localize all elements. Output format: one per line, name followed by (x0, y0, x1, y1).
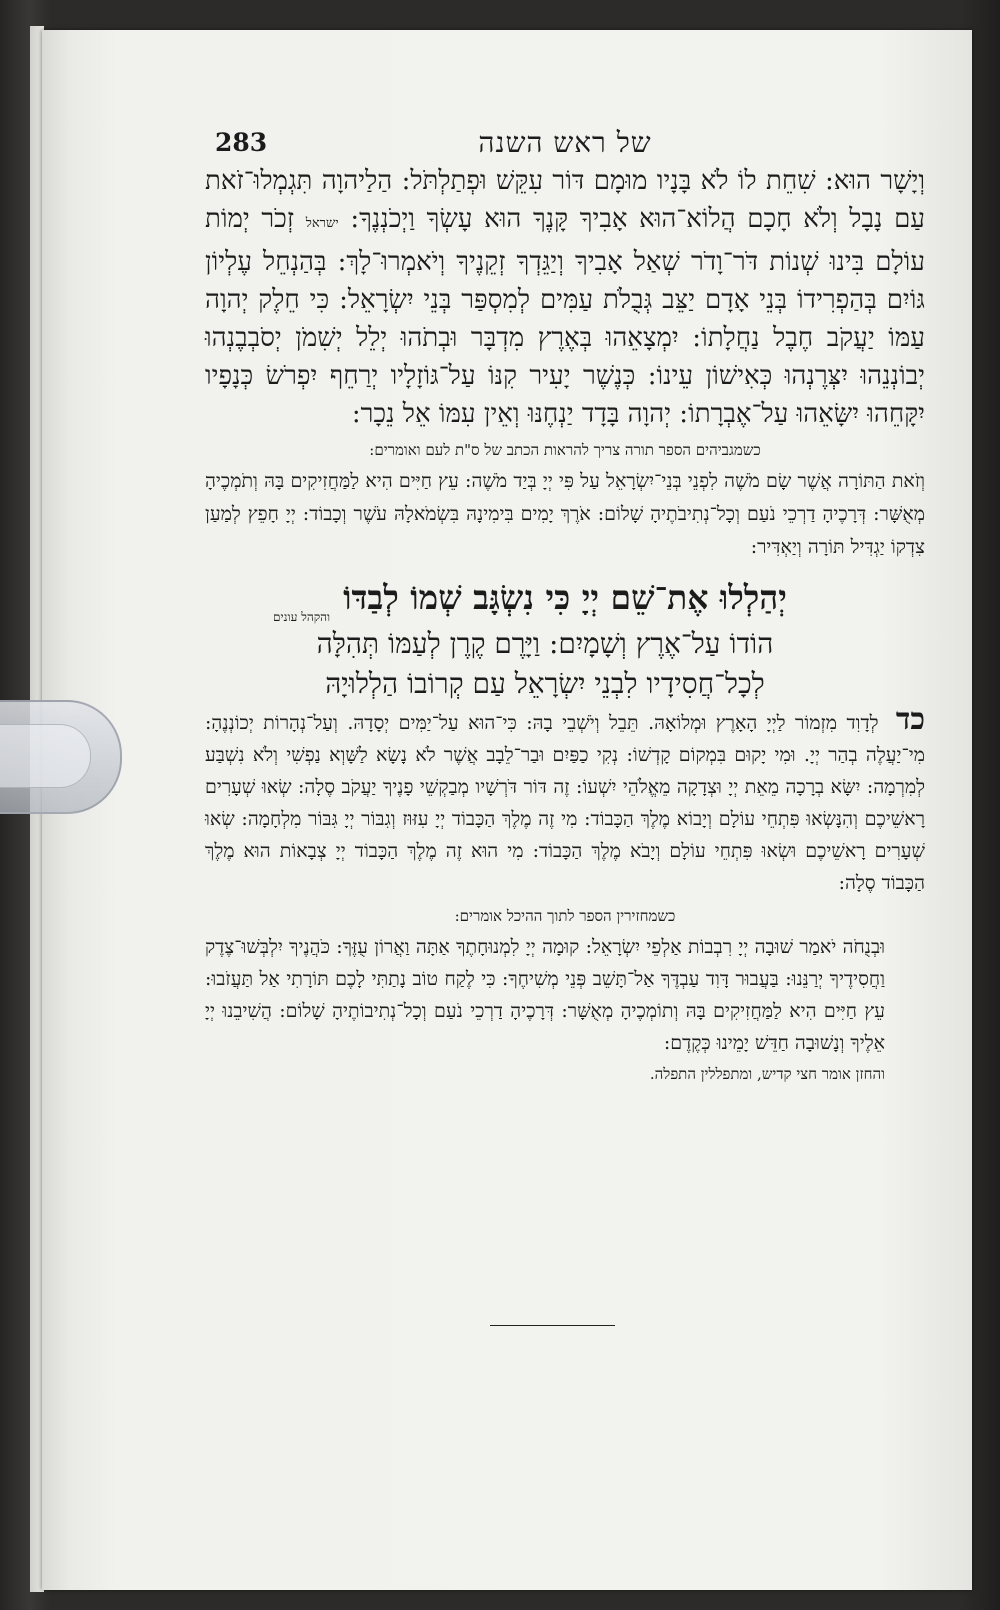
haazinu-passage (205, 162, 925, 433)
response-note: והקהל עונים (273, 610, 331, 624)
return-torah-instruction: כשמחזירין הספר לתוך ההיכל אומרים: (454, 907, 676, 925)
page-clip-loop (0, 724, 91, 788)
running-title: של ראש השנה (478, 126, 652, 159)
haazinu-text-b: זְכֹר יְמוֹת עוֹלָם בִּינוּ שְׁנוֹת דֹּר־וָדֹר שְׁאַל אָבִיךָ וְיַגֵּדְךָ זְקֵנֶיךָ וְיֹאמְרוּ־לָךְ: בְּהַנְחֵל עֶלְיוֹן גּוֹיִם בְּהַפְרִידוֹ בְּנֵי אָדָם יַצֵּב גְּבֻלֹת עַמִּים לְמִסְפַּר בְּנֵי יִשְׂרָאֵל: כִּי חֵלֶק יְהוָה עַמּוֹ יַעֲקֹב חֶבֶל נַחֲלָתוֹ: יִמְצָאֵהוּ בְּאֶרֶץ מִדְבָּר וּבְתֹהוּ יְלֵל יְשִׁמֹן יְסֹבְבֶנְהוּ יְבוֹנְנֵהוּ יִצְּרֶנְהוּ כְּאִישׁוֹן עֵינוֹ: כְּנֶשֶׁר יָעִיר קִנּוֹ עַל־גּוֹזָלָיו יְרַחֵף יִפְרֹשׂ כְּנָפָיו יִקָּחֵהוּ יִשָּׂאֵהוּ עַל־אֶבְרָתוֹ: יְהוָה בָּדָד יַנְחֶנּוּ וְאֵין עִמּוֹ אֵל נֵכָר: (205, 204, 925, 429)
closing-instruction: והחזן אומר חצי קדיש, ומתפללין התפלה. (649, 1065, 885, 1083)
end-rule (490, 1325, 615, 1326)
page-number: 283 (215, 128, 268, 157)
response-line-2: לְכָל־חֲסִידָיו לִבְנֵי יִשְׂרָאֵל עַם קְרוֹבוֹ הַלְלוּיָהּ (325, 667, 765, 700)
hagbaha-instruction: כשמגביהים הספר תורה צריך להראות הכתב של ס"ת לעם ואומרים: (369, 441, 761, 459)
yehallelu-line: יְהַלְלוּ אֶת־שֵׁם יְיָ כִּי נִשְׂגָּב שְׁמוֹ לְבַדּוֹ (343, 578, 787, 617)
psalm-text: לְדָוִד מִזְמוֹר לַיְיָ הָאָרֶץ וּמְלוֹאָהּ. תֵּבֵל וְיֹשְׁבֵי בָהּ: כִּי־הוּא עַל־יַמִּים יְסָדָהּ. וְעַל־נְהָרוֹת יְכוֹנְנֶהָ: מִי־יַעֲלֶה בְהַר יְיָ. וּמִי יָקוּם בִּמְקוֹם קָדְשׁוֹ: נְקִי כַפַּיִם וּבַר־לֵבָב אֲשֶׁר לֹא נָשָׂא לַשָּׁוְא נַפְשִׁי וְלֹא נִשְׁבַּע לְמִרְמָה: יִשָּׂא בְרָכָה מֵאֵת יְיָ וּצְדָקָה מֵאֱלֹהֵי יִשְׁעוֹ: זֶה דּוֹר דֹּרְשָׁיו מְבַקְשֵׁי פָנֶיךָ יַעֲקֹב סֶלָה: שְׂאוּ שְׁעָרִים רָאשֵׁיכֶם וְהִנָּשְׂאוּ פִּתְחֵי עוֹלָם וְיָבוֹא מֶלֶךְ הַכָּבוֹד: מִי זֶה מֶלֶךְ הַכָּבוֹד יְיָ עִזּוּז וְגִבּוֹר יְיָ גִּבּוֹר מִלְחָמָה: שְׂאוּ שְׁעָרִים רָאשֵׁיכֶם וּשְׂאוּ פִּתְחֵי עוֹלָם וְיָבֹא מֶלֶךְ הַכָּבוֹד: מִי הוּא זֶה מֶלֶךְ הַכָּבוֹד יְיָ צְבָאוֹת הוּא מֶלֶךְ הַכָּבוֹד סֶלָה: (205, 712, 925, 894)
uvenucho-passage: וּבְנֻחֹה יֹאמַר שׁוּבָה יְיָ רִבְבוֹת אַלְפֵי יִשְׂרָאֵל: קוּמָה יְיָ לִמְנוּחָתֶךָ אַתָּה וַאֲרוֹן עֻזֶּךָ: כֹּהֲנֶיךָ יִלְבְּשׁוּ־צֶדֶק וַחֲסִידֶיךָ יְרַנֵּנוּ: בַּעֲבוּר דָּוִד עַבְדֶּךָ אַל־תָּשֵׁב פְּנֵי מְשִׁיחֶךָ: כִּי לֶקַח טוֹב נָתַתִּי לָכֶם תּוֹרָתִי אַל תַּעֲזֹבוּ: עֵץ חַיִּים הִיא לַמַּחֲזִיקִים בָּהּ וְתוֹמְכֶיהָ מְאֻשָּׁר: דְּרָכֶיהָ דַרְכֵי נֹעַם וְכָל־נְתִיבוֹתֶיהָ שָׁלוֹם: הֲשִׁיבֵנוּ יְיָ אֵלֶיךָ וְנָשׁוּבָה חַדֵּשׁ יָמֵינוּ כְּקֶדֶם: (205, 936, 885, 1054)
haazinu-inline-note: ישראל (305, 216, 339, 231)
psalm-24 (205, 704, 925, 899)
page-header (205, 122, 925, 162)
psalm-number: כד (895, 702, 925, 737)
congregation-response (205, 610, 925, 704)
page-text (205, 122, 925, 1084)
vezot-hatorah-passage: וְזֹאת הַתּוֹרָה אֲשֶׁר שָׂם מֹשֶׁה לִפְנֵי בְּנֵי־יִשְׂרָאֵל עַל פִּי יְיָ בְּיַד מֹשֶׁה: עֵץ חַיִּים הִיא לַמַּחֲזִיקִים בָּהּ וְתֹמְכֶיהָ מְאֻשָּׁר: דְּרָכֶיהָ דַרְכֵי נֹעַם וְכָל־נְתִיבֹתֶיהָ שָׁלוֹם: אֹרֶךְ יָמִים בִּימִינָהּ בִּשְׂמֹאלָהּ עֹשֶׁר וְכָבוֹד: יְיָ חָפֵץ לְמַעַן צִדְקוֹ יַגְדִּיל תּוֹרָה וְיַאְדִּיר: (205, 470, 925, 558)
page-clip (0, 700, 122, 814)
response-line-1: הוֹדוֹ עַל־אֶרֶץ וְשָׁמָיִם: וַיָּרֶם קֶרֶן לְעַמּוֹ תְּהִלָּה (316, 627, 774, 660)
haazinu-text-a: וְיָשָׁר הוּא: שִׁחֵת לוֹ לֹא בָּנָיו מוּמָם דּוֹר עִקֵּשׁ וּפְתַלְתֹּל: הַלַיהוָה תִּגְמְלוּ־זֹאת עַם נָבָל וְלֹא חָכָם הֲלוֹא־הוּא אָבִיךָ קָּנֶךָ הוּא עָשְׂךָ וַיְכֹנְנֶךָ: (205, 166, 926, 234)
